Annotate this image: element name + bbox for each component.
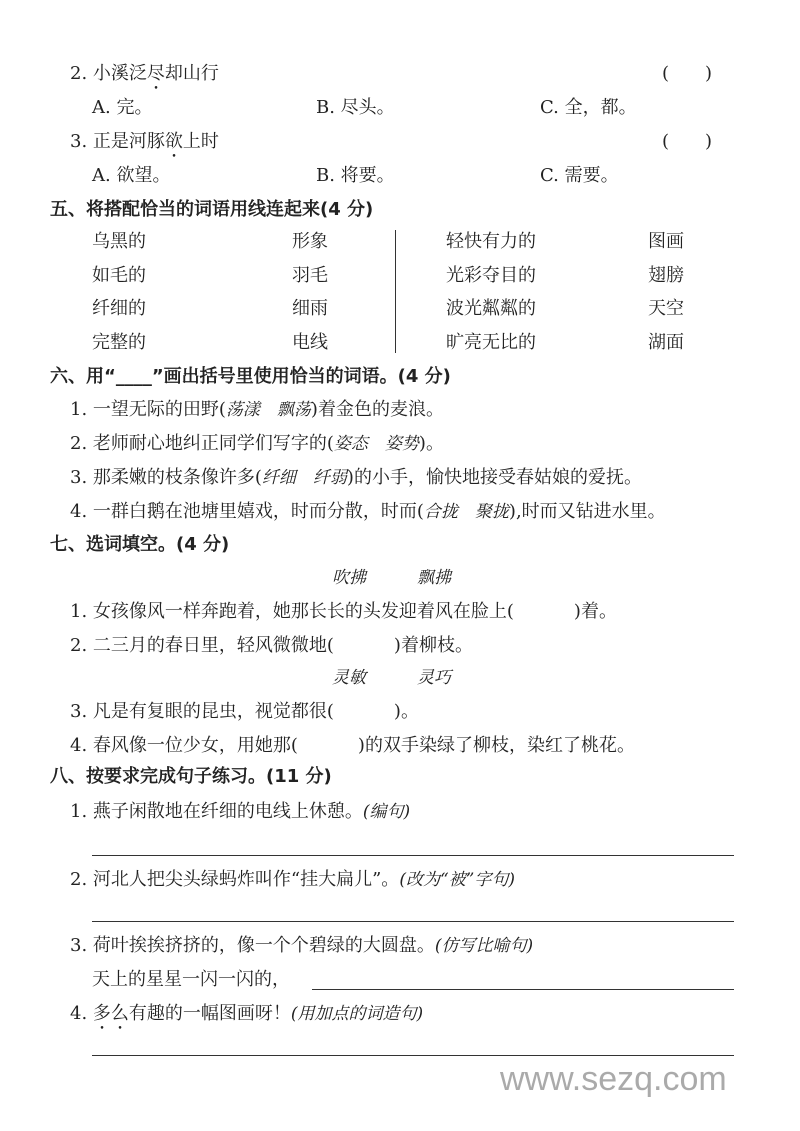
word-options[interactable]: 姿态 姿势 bbox=[333, 434, 419, 454]
answer-line[interactable] bbox=[92, 855, 734, 856]
sentence-text: )。 bbox=[393, 701, 419, 722]
option-b: B. 尽头。 bbox=[316, 97, 395, 118]
sentence-text: 2. 二三月的春日里，轻风微微地( bbox=[70, 635, 334, 656]
answer-line[interactable] bbox=[92, 1055, 734, 1056]
question-3: 3. 正是河豚欲上时 bbox=[70, 131, 219, 152]
s8-item-4: 4. 多么有趣的一幅图画呀！(用加点的词造句) bbox=[70, 1003, 424, 1024]
sentence-text: ),时而又钻进水里。 bbox=[508, 501, 666, 522]
match-word[interactable]: 湖面 bbox=[648, 331, 684, 353]
s7-item bbox=[70, 634, 473, 658]
sentence-text: 3. 那柔嫩的枝条像许多( bbox=[70, 467, 262, 488]
word-choices-2: 灵敏 灵巧 bbox=[332, 668, 451, 688]
match-word[interactable]: 电线 bbox=[292, 331, 328, 353]
match-word[interactable]: 天空 bbox=[648, 298, 684, 319]
option-c: C. 需要。 bbox=[540, 165, 619, 186]
sentence-text: )的双手染绿了柳枝，染红了桃花。 bbox=[357, 735, 635, 756]
word-options[interactable]: 纤细 纤弱 bbox=[261, 468, 347, 488]
match-word[interactable]: 光彩夺目的 bbox=[446, 264, 536, 286]
option-b: B. 将要。 bbox=[316, 165, 395, 186]
match-word[interactable]: 完整的 bbox=[92, 331, 146, 353]
watermark: www.sezq.com bbox=[500, 1060, 727, 1098]
s7-item bbox=[70, 734, 635, 758]
match-word[interactable]: 旷亮无比的 bbox=[446, 331, 536, 353]
option-c: C. 全，都。 bbox=[540, 97, 637, 118]
sentence-text: )着柳枝。 bbox=[393, 635, 473, 656]
sentence-text: 3. 凡是有复眼的昆虫，视觉都很( bbox=[70, 701, 334, 722]
s7-item bbox=[70, 600, 617, 624]
question-2: 2. 小溪泛尽却山行 bbox=[70, 63, 219, 84]
sentence-text: )的小手，愉快地接受春姑娘的爱抚。 bbox=[346, 467, 642, 488]
s6-item bbox=[70, 500, 666, 524]
answer-bracket[interactable]: ( ) bbox=[662, 131, 713, 152]
match-word[interactable]: 形象 bbox=[292, 231, 328, 252]
match-word[interactable]: 轻快有力的 bbox=[446, 231, 536, 252]
s6-item bbox=[70, 432, 444, 456]
answer-line[interactable] bbox=[92, 921, 734, 922]
section-7-title: 七、选词填空。(4 分) bbox=[50, 534, 230, 555]
sentence-text: )着金色的麦浪。 bbox=[310, 399, 444, 420]
match-word[interactable]: 羽毛 bbox=[292, 264, 328, 286]
s8-item-3: 3. 荷叶挨挨挤挤的，像一个个碧绿的大圆盘。(仿写比喻句) bbox=[70, 935, 534, 956]
sentence-text: )着。 bbox=[573, 601, 617, 622]
divider bbox=[395, 230, 396, 353]
word-options[interactable]: 荡漾 飘荡 bbox=[225, 400, 311, 420]
s6-item bbox=[70, 466, 642, 490]
answer-line[interactable] bbox=[312, 989, 734, 990]
word-choices-1: 吹拂 飘拂 bbox=[332, 568, 451, 588]
word-options[interactable]: 合拢 聚拢 bbox=[423, 502, 509, 522]
s8-item-1: 1. 燕子闲散地在纤细的电线上休憩。(编句) bbox=[70, 801, 411, 822]
sentence-text: 1. 一望无际的田野( bbox=[70, 399, 226, 420]
match-word[interactable]: 乌黑的 bbox=[92, 231, 146, 252]
s7-item bbox=[70, 700, 419, 724]
match-word[interactable]: 纤细的 bbox=[92, 298, 146, 319]
s6-item bbox=[70, 398, 444, 422]
s8-item-2: 2. 河北人把尖头绿蚂炸叫作“挂大扁儿”。(改为“被”字句) bbox=[70, 869, 515, 890]
sentence-text: 4. 一群白鹅在池塘里嬉戏，时而分散，时而( bbox=[70, 501, 424, 522]
match-word[interactable]: 如毛的 bbox=[92, 264, 146, 286]
sentence-text: )。 bbox=[418, 433, 444, 454]
sentence-text: 1. 女孩像风一样奔跑着，她那长长的头发迎着风在脸上( bbox=[70, 601, 514, 622]
match-word[interactable]: 波光粼粼的 bbox=[446, 298, 536, 319]
match-word[interactable]: 翅膀 bbox=[648, 264, 684, 286]
answer-bracket[interactable]: ( ) bbox=[662, 63, 713, 84]
section-5-title: 五、将搭配恰当的词语用线连起来(4 分) bbox=[50, 199, 374, 220]
section-6-title: 六、用“____”画出括号里使用恰当的词语。(4 分) bbox=[50, 366, 451, 387]
s8-item-3-prompt: 天上的星星一闪一闪的， bbox=[92, 969, 290, 990]
match-word[interactable]: 细雨 bbox=[292, 298, 328, 319]
match-word[interactable]: 图画 bbox=[648, 231, 684, 252]
option-a: A. 完。 bbox=[92, 97, 153, 118]
sentence-text: 4. 春风像一位少女，用她那( bbox=[70, 735, 298, 756]
option-a: A. 欲望。 bbox=[92, 165, 171, 186]
sentence-text: 2. 老师耐心地纠正同学们写字的( bbox=[70, 433, 334, 454]
section-8-title: 八、按要求完成句子练习。(11 分) bbox=[50, 766, 332, 787]
